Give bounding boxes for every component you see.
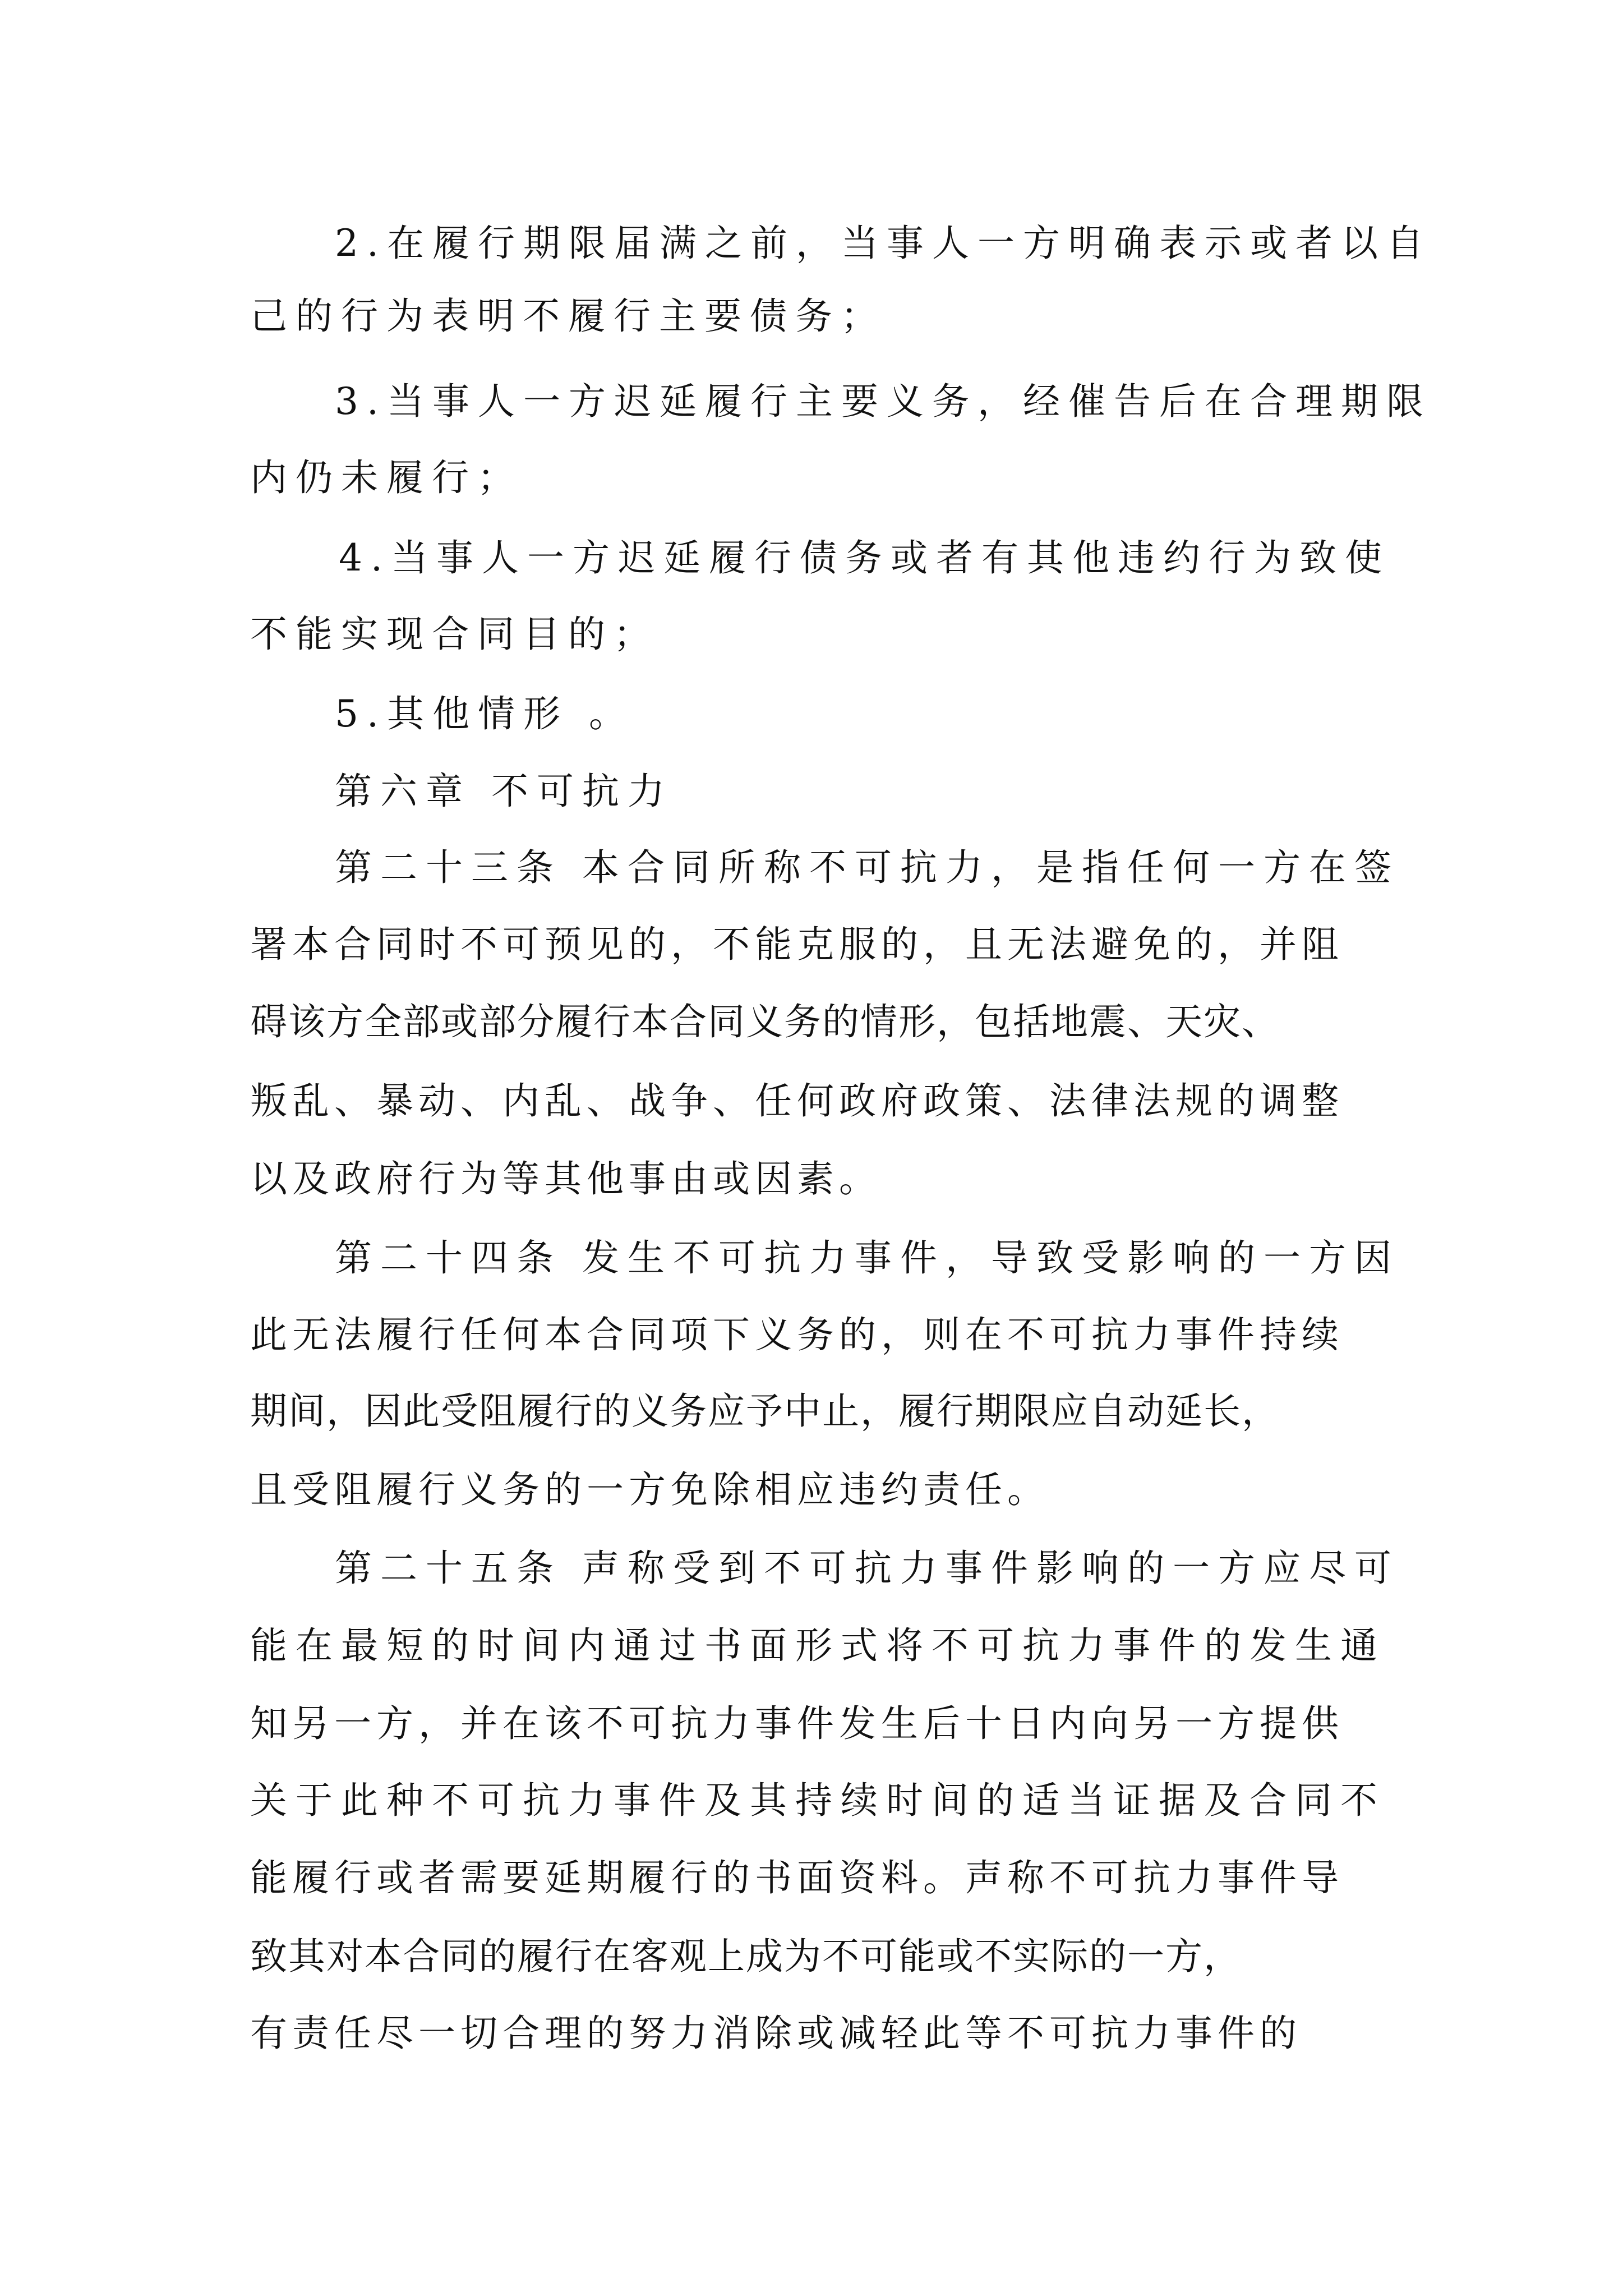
paragraph-line: 4.当事人一方迟延履行债务或者有其他违约行为致使 (339, 536, 1390, 579)
chapter-heading: 第六章 不可抗力 (335, 770, 673, 813)
article-line: 第二十四条 发生不可抗力事件，导致受影响的一方因 (335, 1236, 1400, 1280)
paragraph-line: 己的行为表明不履行主要债务； (250, 295, 886, 338)
paragraph-line: 期间，因此受阻履行的义务应予中止，履行期限应自动延长， (250, 1389, 1280, 1433)
paragraph-line: 知另一方，并在该不可抗力事件发生后十日内向另一方提供 (250, 1702, 1344, 1745)
paragraph-line: 关于此种不可抗力事件及其持续时间的适当证据及合同不 (250, 1779, 1386, 1822)
paragraph-line: 有责任尽一切合理的努力消除或减轻此等不可抗力事件的 (250, 2012, 1302, 2055)
paragraph-line: 此无法履行任何本合同项下义务的，则在不可抗力事件持续 (250, 1313, 1344, 1356)
paragraph-line: 不能实现合同目的； (250, 613, 659, 656)
paragraph-line: 叛乱、暴动、内乱、战争、任何政府政策、法律法规的调整 (250, 1079, 1344, 1122)
paragraph-line: 内仍未履行； (250, 456, 523, 499)
paragraph-line: 碍该方全部或部分履行本合同义务的情形，包括地震、天灾、 (250, 1000, 1280, 1043)
paragraph-line: 能在最短的时间内通过书面形式将不可抗力事件的发生通 (250, 1624, 1386, 1667)
article-line: 第二十三条 本合同所称不可抗力，是指任何一方在签 (335, 846, 1400, 889)
article-line: 第二十五条 声称受到不可抗力事件影响的一方应尽可 (335, 1547, 1400, 1590)
paragraph-line: 3.当事人一方迟延履行主要义务，经催告后在合理期限 (335, 380, 1432, 423)
paragraph-line: 能履行或者需要延期履行的书面资料。声称不可抗力事件导 (250, 1856, 1344, 1899)
paragraph-line: 且受阻履行义务的一方免除相应违约责任。 (250, 1468, 1049, 1511)
paragraph-line: 以及政府行为等其他事由或因素。 (250, 1157, 881, 1200)
paragraph-line: 致其对本合同的履行在客观上成为不可能或不实际的一方， (250, 1935, 1242, 1978)
paragraph-line: 2.在履行期限届满之前，当事人一方明确表示或者以自 (335, 222, 1432, 265)
paragraph-line: 署本合同时不可预见的，不能克服的，且无法避免的，并阻 (250, 923, 1344, 966)
paragraph-line: 5.其他情形 。 (335, 692, 634, 735)
